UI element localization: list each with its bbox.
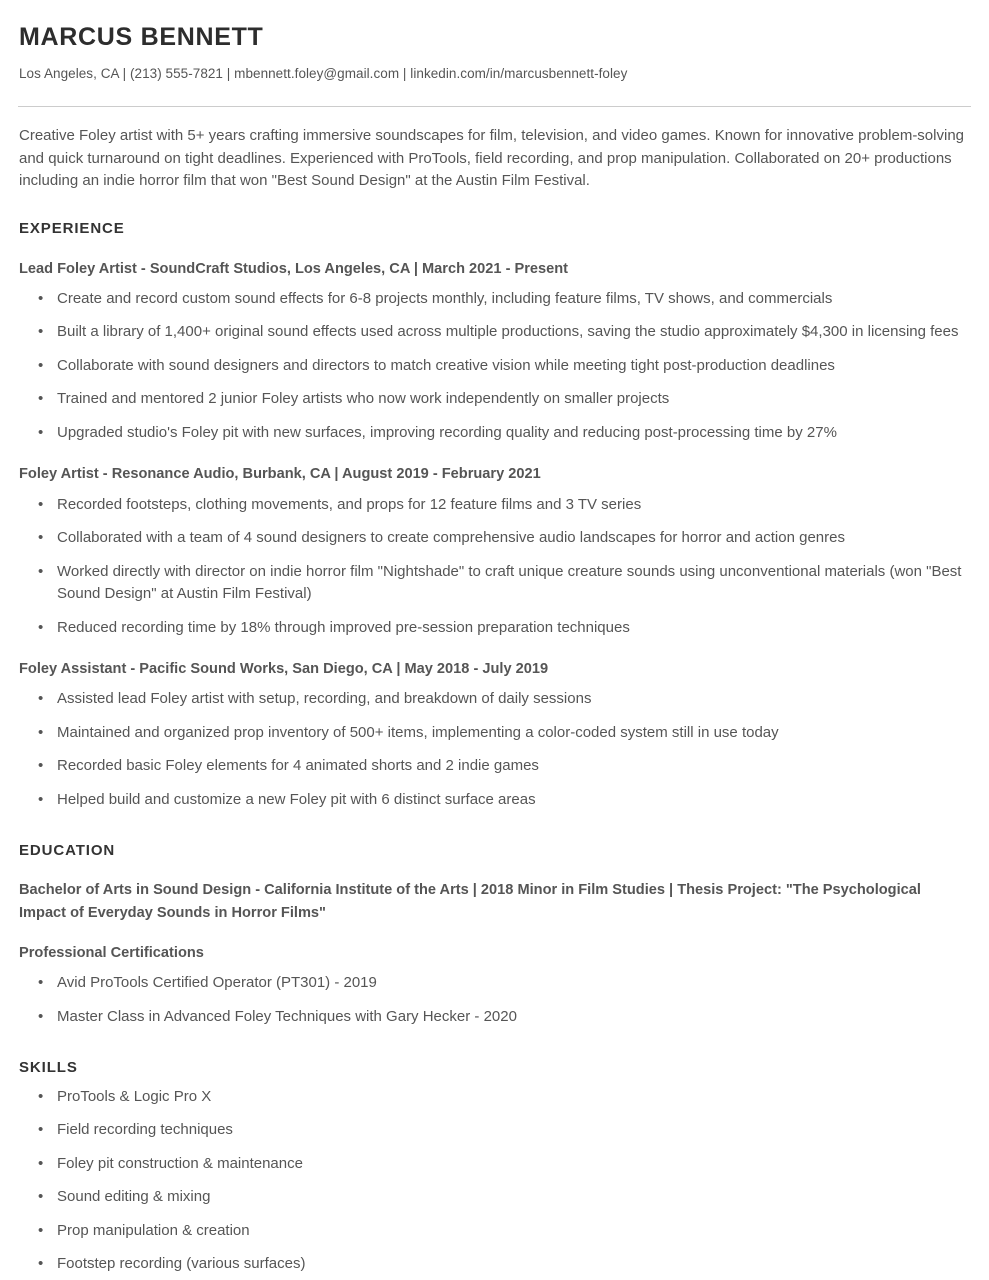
bullet-icon: • [38, 423, 44, 441]
list-item [36, 617, 971, 640]
list-item [36, 388, 971, 411]
experience-entry [18, 259, 971, 445]
section-heading-education: EDUCATION [19, 842, 116, 860]
bullet-icon: • [38, 790, 44, 808]
list-item [36, 688, 971, 711]
bullet-icon: • [38, 757, 44, 775]
list-item [36, 1253, 971, 1276]
list-item-label: Prop manipulation & creation [57, 1221, 250, 1239]
bullet-icon: • [38, 356, 44, 374]
page-title: MARCUS BENNETT [19, 23, 264, 51]
list-item-label: Create and record custom sound effects for 6-8 projects monthly, including feature films, TV shows, and commercials [57, 289, 833, 307]
list-item-label: Foley pit construction & maintenance [57, 1154, 303, 1172]
list-item-label: Recorded basic Foley elements for 4 animated shorts and 2 indie games [57, 757, 539, 775]
list-item-label: Assisted lead Foley artist with setup, recording, and breakdown of daily sessions [57, 690, 592, 708]
job-bullet-list [18, 688, 971, 811]
contact-line: Los Angeles, CA | (213) 555-7821 | mbennett.foley@gmail.com | linkedin.com/in/marcusbennett-foley [19, 66, 628, 81]
list-item-label: Upgraded studio's Foley pit with new surfaces, improving recording quality and reducing post-processing time by 27% [57, 423, 837, 441]
bullet-icon: • [38, 1121, 44, 1139]
job-title: Foley Artist - Resonance Audio, Burbank, CA | August 2019 - February 2021 [19, 466, 541, 483]
list-item [36, 722, 971, 745]
bullet-icon: • [38, 1188, 44, 1206]
list-item [36, 755, 971, 778]
bullet-icon: • [38, 1007, 44, 1025]
list-item [36, 355, 971, 378]
list-item-label: Worked directly with director on indie horror film "Nightshade" to craft unique creature sounds using unconventional materials (won "Best Sound Design" at Austin Film Festival) [57, 562, 962, 603]
certifications-list [18, 972, 971, 1028]
bullet-icon: • [38, 529, 44, 547]
list-item [36, 1006, 971, 1029]
bullet-icon: • [38, 1087, 44, 1105]
list-item-label: ProTools & Logic Pro X [57, 1087, 212, 1105]
list-item [36, 1119, 971, 1142]
header-divider [18, 106, 971, 107]
skills-list [18, 1086, 971, 1276]
list-item-label: Recorded footsteps, clothing movements, and props for 12 feature films and 3 TV series [57, 495, 642, 513]
list-item-label: Master Class in Advanced Foley Techniques with Gary Hecker - 2020 [57, 1007, 517, 1025]
list-item [36, 321, 971, 344]
list-item [36, 1153, 971, 1176]
bullet-icon: • [38, 974, 44, 992]
list-item-label: Reduced recording time by 18% through improved pre-session preparation techniques [57, 618, 630, 636]
list-item-label: Trained and mentored 2 junior Foley artists who now work independently on smaller projects [57, 390, 670, 408]
list-item [36, 1186, 971, 1209]
list-item-label: Sound editing & mixing [57, 1188, 211, 1206]
professional-summary: Creative Foley artist with 5+ years crafting immersive soundscapes for film, television, and video games. Known for innovative problem-solving and quick turnaround on tight deadlines. Experienced with ProTools, field recording, and prop manipulation. Collaborated on 20+ productions including an indie horror film that won "Best Sound Design" at the Austin Film Festival. [19, 126, 964, 190]
list-item [36, 789, 971, 812]
degree-line: Bachelor of Arts in Sound Design - California Institute of the Arts | 2018 Minor in Film Studies | Thesis Project: "The Psychological Impact of Everyday Sounds in Horror Films" [19, 881, 921, 922]
bullet-icon: • [38, 690, 44, 708]
job-bullet-list [18, 494, 971, 640]
bullet-icon: • [38, 1221, 44, 1239]
experience-entry [18, 659, 971, 811]
list-item [36, 1086, 971, 1109]
list-item [36, 288, 971, 311]
section-heading-experience: EXPERIENCE [19, 220, 125, 238]
list-item-label: Avid ProTools Certified Operator (PT301) - 2019 [57, 974, 377, 992]
list-item-label: Footstep recording (various surfaces) [57, 1255, 306, 1273]
job-title: Foley Assistant - Pacific Sound Works, San Diego, CA | May 2018 - July 2019 [19, 661, 549, 678]
job-title: Lead Foley Artist - SoundCraft Studios, Los Angeles, CA | March 2021 - Present [19, 260, 569, 277]
list-item [36, 561, 971, 606]
list-item-label: Maintained and organized prop inventory of 500+ items, implementing a color-coded system still in use today [57, 723, 779, 741]
list-item [36, 494, 971, 517]
bullet-icon: • [38, 1154, 44, 1172]
job-bullet-list [18, 288, 971, 445]
list-item [36, 422, 971, 445]
bullet-icon: • [38, 495, 44, 513]
experience-entry [18, 464, 971, 639]
list-item-label: Collaborate with sound designers and directors to match creative vision while meeting tight post-production deadlines [57, 356, 835, 374]
list-item [36, 1220, 971, 1243]
list-item [36, 972, 971, 995]
bullet-icon: • [38, 390, 44, 408]
list-item-label: Field recording techniques [57, 1121, 233, 1139]
bullet-icon: • [38, 323, 44, 341]
list-item-label: Collaborated with a team of 4 sound designers to create comprehensive audio landscapes for horror and action genres [57, 529, 845, 547]
bullet-icon: • [38, 562, 44, 580]
list-item-label: Built a library of 1,400+ original sound effects used across multiple productions, saving the studio approximately $4,300 in licensing fees [57, 323, 959, 341]
certifications-subheading: Professional Certifications [19, 945, 204, 962]
bullet-icon: • [38, 1255, 44, 1273]
bullet-icon: • [38, 723, 44, 741]
bullet-icon: • [38, 618, 44, 636]
bullet-icon: • [38, 289, 44, 307]
section-heading-skills: SKILLS [19, 1059, 78, 1077]
list-item [36, 527, 971, 550]
list-item-label: Helped build and customize a new Foley pit with 6 distinct surface areas [57, 790, 536, 808]
